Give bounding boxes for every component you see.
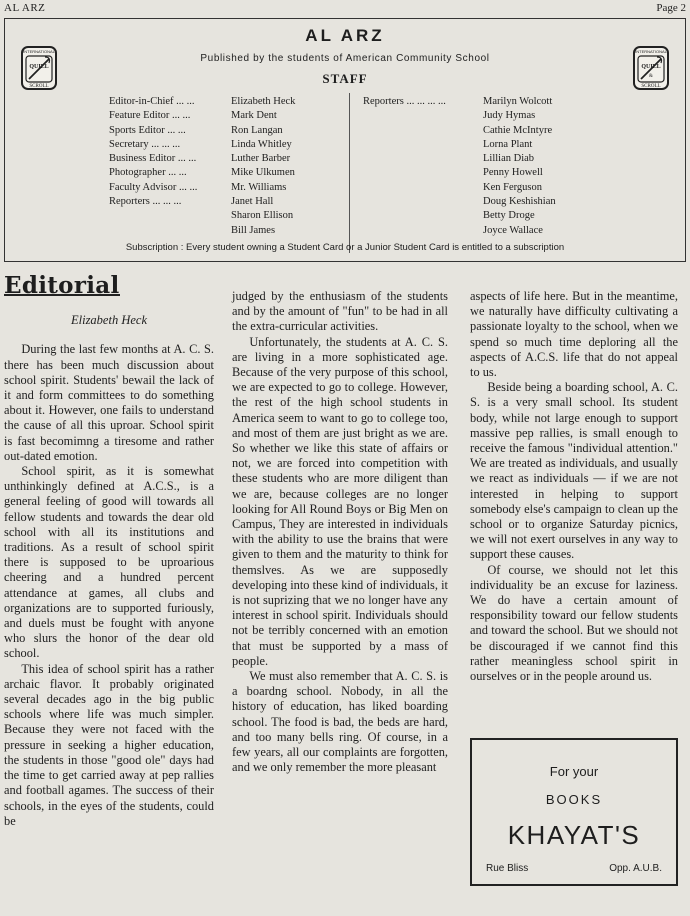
staff-name: Linda Whitley — [231, 138, 292, 150]
running-head — [4, 2, 686, 16]
ad-line-books: BOOKS — [545, 792, 603, 807]
editorial-paragraph: Beside being a boarding school, A. C. S. is a very small school. Its student body, while not large enough to support massive pep rallies, is small enough to receive the famous "individual attention." We are treated as individuals, and usually we react as individuals — if we are not interested in helping to support somebody else's campaign to clean up the school or to organize Saturday picnics, we will not exert ourselves in any way to support these causes. — [470, 380, 678, 562]
editorial-paragraph: Of course, we should not let this individuality be an excuse for laziness. We do have a certain amount of responsibility toward our fellow students and toward the school. But we should not be discouraged if we cannot find this rather meaningless school spirit in ourselves or in the people around us. — [470, 562, 678, 684]
ad-line-for-your: For your — [549, 764, 599, 779]
reporter-name: Cathie McIntyre — [483, 124, 553, 136]
masthead-box — [4, 18, 686, 262]
svg-text:QUILL: QUILL — [641, 64, 661, 70]
page-number: Page 2 — [656, 2, 686, 14]
editorial-paragraph: This idea of school spirit has a rather archaic flavor. It probably originated several decades ago in the big public schools where life was much simpler. Because they were not faced with the pressure in seeking a higher education, the students in those "good ole" days had the time to get carried away at pep rallies and football agames. The success of their schools, in the eyes of the students, could be — [4, 661, 214, 828]
editorial-column-2 — [232, 289, 448, 776]
staff-name: Janet Hall — [231, 196, 274, 208]
reporter-name: Penny Howell — [483, 167, 543, 179]
reporters-role: Reporters ... ... ... ... — [363, 96, 446, 107]
editorial-column-3 — [470, 289, 678, 684]
editorial-paragraph-continued: aspects of life here. But in the meantime, we naturally have difficulty cultivating a passionate loyalty to the school, when we spend so much time deploring all the aspects of A.C.S. life that do not appeal to us. — [470, 289, 678, 380]
editorial-column-1 — [4, 272, 214, 829]
running-head-paper-name: AL ARZ — [4, 2, 46, 14]
staff-role: Faculty Advisor ... ... — [109, 181, 198, 193]
svg-text:SCROLL: SCROLL — [641, 84, 661, 89]
staff-name: Elizabeth Heck — [231, 96, 296, 107]
reporter-name: Lorna Plant — [483, 138, 533, 150]
svg-text:&: & — [649, 74, 653, 79]
staff-role: Business Editor ... ... — [109, 153, 197, 165]
reporter-name: Lillian Diab — [483, 153, 535, 165]
staff-divider — [349, 93, 350, 253]
editorial-paragraph-continued: judged by the enthusiasm of the students and by the amount of "fun" to be had in all the extra-curricular activities. — [232, 289, 448, 334]
subscription-notice: Subscription : Every student owning a Student Card or a Junior Student Card is entitled to a subscription — [125, 242, 565, 253]
staff-role: Reporters ... ... ... — [109, 196, 182, 208]
staff-role: Sports Editor ... ... — [109, 124, 186, 136]
staff-name: Mr. Williams — [231, 181, 287, 193]
masthead-title: AL ARZ — [305, 26, 385, 45]
ad-address-street: Rue Bliss — [486, 863, 529, 874]
staff-name: Luther Barber — [231, 153, 291, 165]
staff-roles-list — [109, 95, 227, 209]
editorial-paragraph: We must also remember that A. C. S. is a boardng school. Nobody, in all the history of education, has liked boarding school. The food is bad, the beds are hard, and too many bells ring. Of course, in a few years, all our complaints are forgotten, and we only remember the more pleasant — [232, 669, 448, 775]
staff-name: Ron Langan — [231, 124, 283, 136]
editorial-paragraph: School spirit, as it is somewhat unthinkingly defined at A.C.S., is a general feeling of good will towards all fellow students and towards the dear old school with all its institutions and traditions. As a result of school spirit there is supposed to be uproarious cheering and a hundred percent attendance at games, all clubs and organizations are to supported furiously, and duels must be fought with anyone who slurs the honor of the dear old school. — [4, 464, 214, 661]
editorial-heading: Editorial — [4, 272, 120, 299]
ad-address-landmark: Opp. A.U.B. — [609, 863, 662, 874]
staff-name: Sharon Ellison — [231, 210, 294, 222]
svg-text:QUILL: QUILL — [29, 64, 49, 70]
staff-heading: STAFF — [322, 71, 368, 86]
staff-role: Secretary ... ... ... — [109, 138, 181, 150]
reporter-name: Ken Ferguson — [483, 181, 543, 193]
reporter-name: Betty Droge — [483, 210, 535, 222]
staff-role: Editor-in-Chief ... ... — [109, 96, 195, 107]
reporter-name: Judy Hymas — [483, 110, 536, 122]
staff-name: Mark Dent — [231, 110, 277, 122]
svg-text:INTERNATIONAL: INTERNATIONAL — [635, 49, 667, 54]
masthead-subtitle: Published by the students of American Community School — [200, 53, 490, 64]
staff-name: Bill James — [231, 224, 276, 236]
svg-text:SCROLL: SCROLL — [29, 84, 49, 89]
staff-name: Mike Ulkumen — [231, 167, 295, 179]
editorial-paragraph: Unfortunately, the students at A. C. S. are living in a more sophisticated age. Because of the very purpose of this school, we are expected to go to college. However, the rest of the high school students in America seem to want to go to college too, and most of them are just bright as we are. So whether we like this state of affairs or not, we are forced into competition with these students who are more diligent than we are, because colleges are no longer looking for All Round Boys or Big Men on Campus, They are interested in individuals with the ability to use the brains that were given to them and the maturity to think for themslves. As we are supposedly developing into these kind of individuals, it is not suprizing that we no longer have any interest in school spirit. Individuals should not be terribly concerned with an emotion that must be supported by a mass of people. — [232, 334, 448, 668]
staff-role: Feature Editor ... ... — [109, 110, 191, 122]
reporter-name: Marilyn Wolcott — [483, 96, 553, 107]
reporter-name: Joyce Wallace — [483, 224, 543, 236]
ad-brand-name: KHAYAT'S — [507, 820, 641, 850]
khayats-advertisement — [470, 738, 678, 886]
staff-names-list — [231, 95, 351, 238]
editorial-paragraph: During the last few months at A. C. S. there has been much discussion about school spirit. Students' bewail the lack of it and form committees to do something about it. However, one fails to understand the cause of all this uproar. School spirit is fast becomimng a tiresome and rather out-dated emotion. — [4, 342, 214, 463]
svg-text:INTERNATIONAL: INTERNATIONAL — [23, 49, 55, 54]
staff-role: Photographer ... ... — [109, 167, 187, 179]
reporter-names-list — [483, 95, 556, 238]
editorial-byline: Elizabeth Heck — [70, 313, 147, 328]
reporter-name: Doug Keshishian — [483, 196, 556, 208]
